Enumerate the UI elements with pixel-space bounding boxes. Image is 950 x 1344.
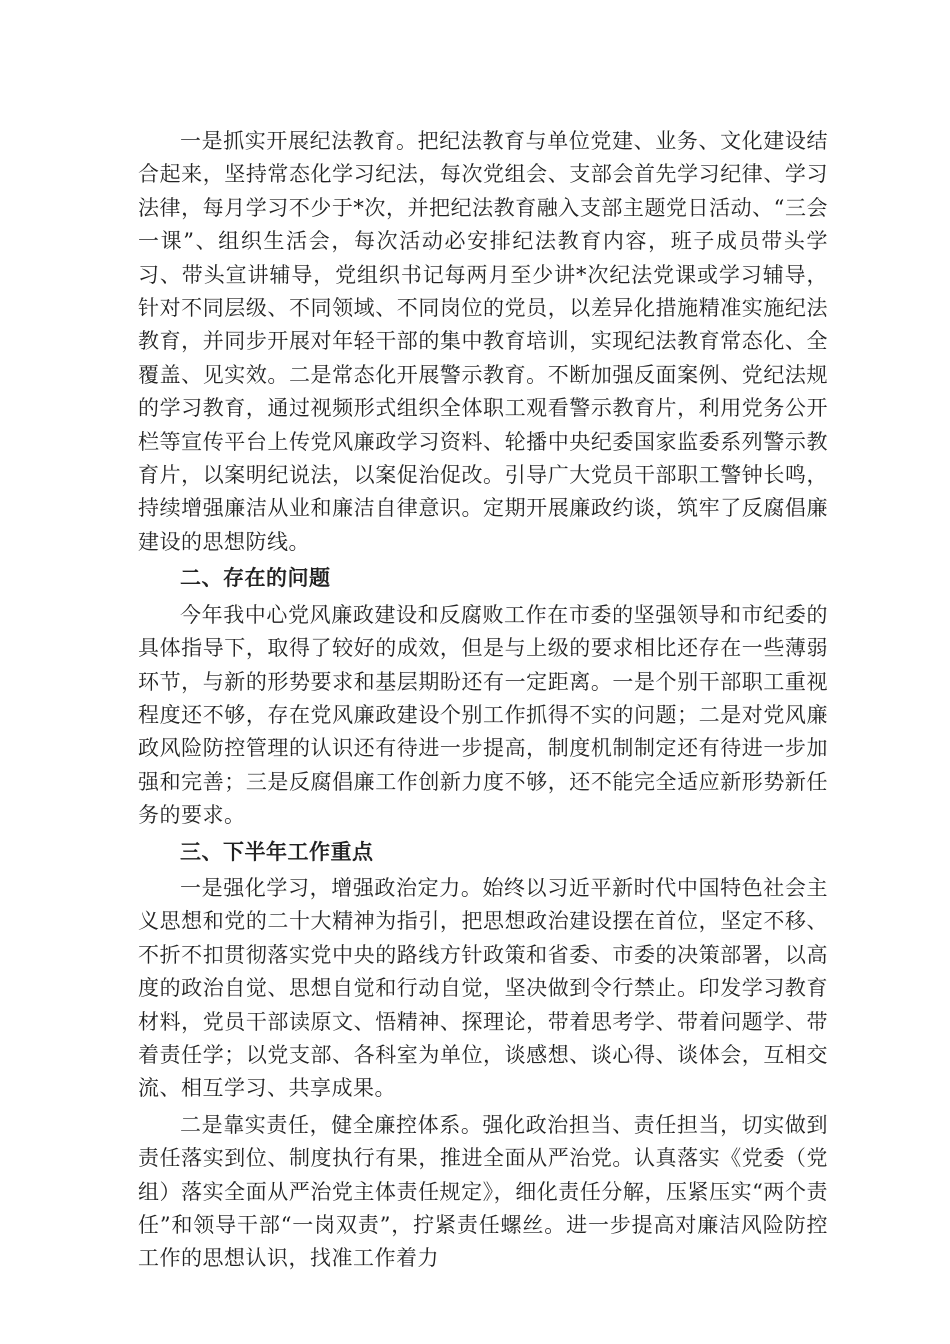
paragraph-problems: 今年我中心党风廉政建设和反腐败工作在市委的坚强领导和市纪委的具体指导下，取得了较好的成效，但是与上级的要求相比还存在一些薄弱环节，与新的形势要求和基层期盼还有一定距离。一是个别干部职工重视程度还不够，存在党风廉政建设个别工作抓得不实的问题；二是对党风廉政风险防控管理的认识还有待进一步提高，制度机制制定还有待进一步加强和完善；三是反腐倡廉工作创新力度不够，还不能完全适应新形势新任务的要求。 [138,602,828,828]
paragraph-strengthen-study: 一是强化学习，增强政治定力。始终以习近平新时代中国特色社会主义思想和党的二十大精神为指引，把思想政治建设摆在首位，坚定不移、不折不扣贯彻落实党中央的路线方针政策和省委、市委的决策部署，以高度的政治自觉、思想自觉和行动自觉，坚决做到令行禁止。印发学习教育材料，党员干部读原文、悟精神、探理论，带着思考学、带着问题学、带着责任学；以党支部、各科室为单位，谈感想、谈心得、谈体会，互相交流、相互学习、共享成果。 [138,875,828,1101]
document-body [138,125,828,1279]
paragraph-discipline-education: 一是抓实开展纪法教育。把纪法教育与单位党建、业务、文化建设结合起来，坚持常态化学习纪法，每次党组会、支部会首先学习纪律、学习法律，每月学习不少于*次，并把纪法教育融入支部主题党日活动、“三会一课”、组织生活会，每次活动必安排纪法教育内容，班子成员带头学习、带头宣讲辅导，党组织书记每两月至少讲*次纪法党课或学习辅导，针对不同层级、不同领域、不同岗位的党员，以差异化措施精准实施纪法教育，并同步开展对年轻干部的集中教育培训，实现纪法教育常态化、全覆盖、见实效。二是常态化开展警示教育。不断加强反面案例、党纪法规的学习教育，通过视频形式组织全体职工观看警示教育片，利用党务公开栏等宣传平台上传党风廉政学习资料、轮播中央纪委国家监委系列警示教育片，以案明纪说法，以案促治促改。引导广大党员干部职工警钟长鸣，持续增强廉洁从业和廉洁自律意识。定期开展廉政约谈，筑牢了反腐倡廉建设的思想防线。 [138,129,828,554]
section-heading-priorities: 三、下半年工作重点 [180,839,374,864]
paragraph-responsibility: 二是靠实责任，健全廉控体系。强化政治担当、责任担当，切实做到责任落实到位、制度执行有果，推进全面从严治党。认真落实《党委（党组）落实全面从严治党主体责任规定》，细化责任分解，压紧压实“两个责任”和领导干部“一岗双责”，拧紧责任螺丝。进一步提高对廉洁风险防控工作的思想认识，找准工作着力 [138,1112,828,1271]
section-heading-problems: 二、存在的问题 [180,566,331,591]
